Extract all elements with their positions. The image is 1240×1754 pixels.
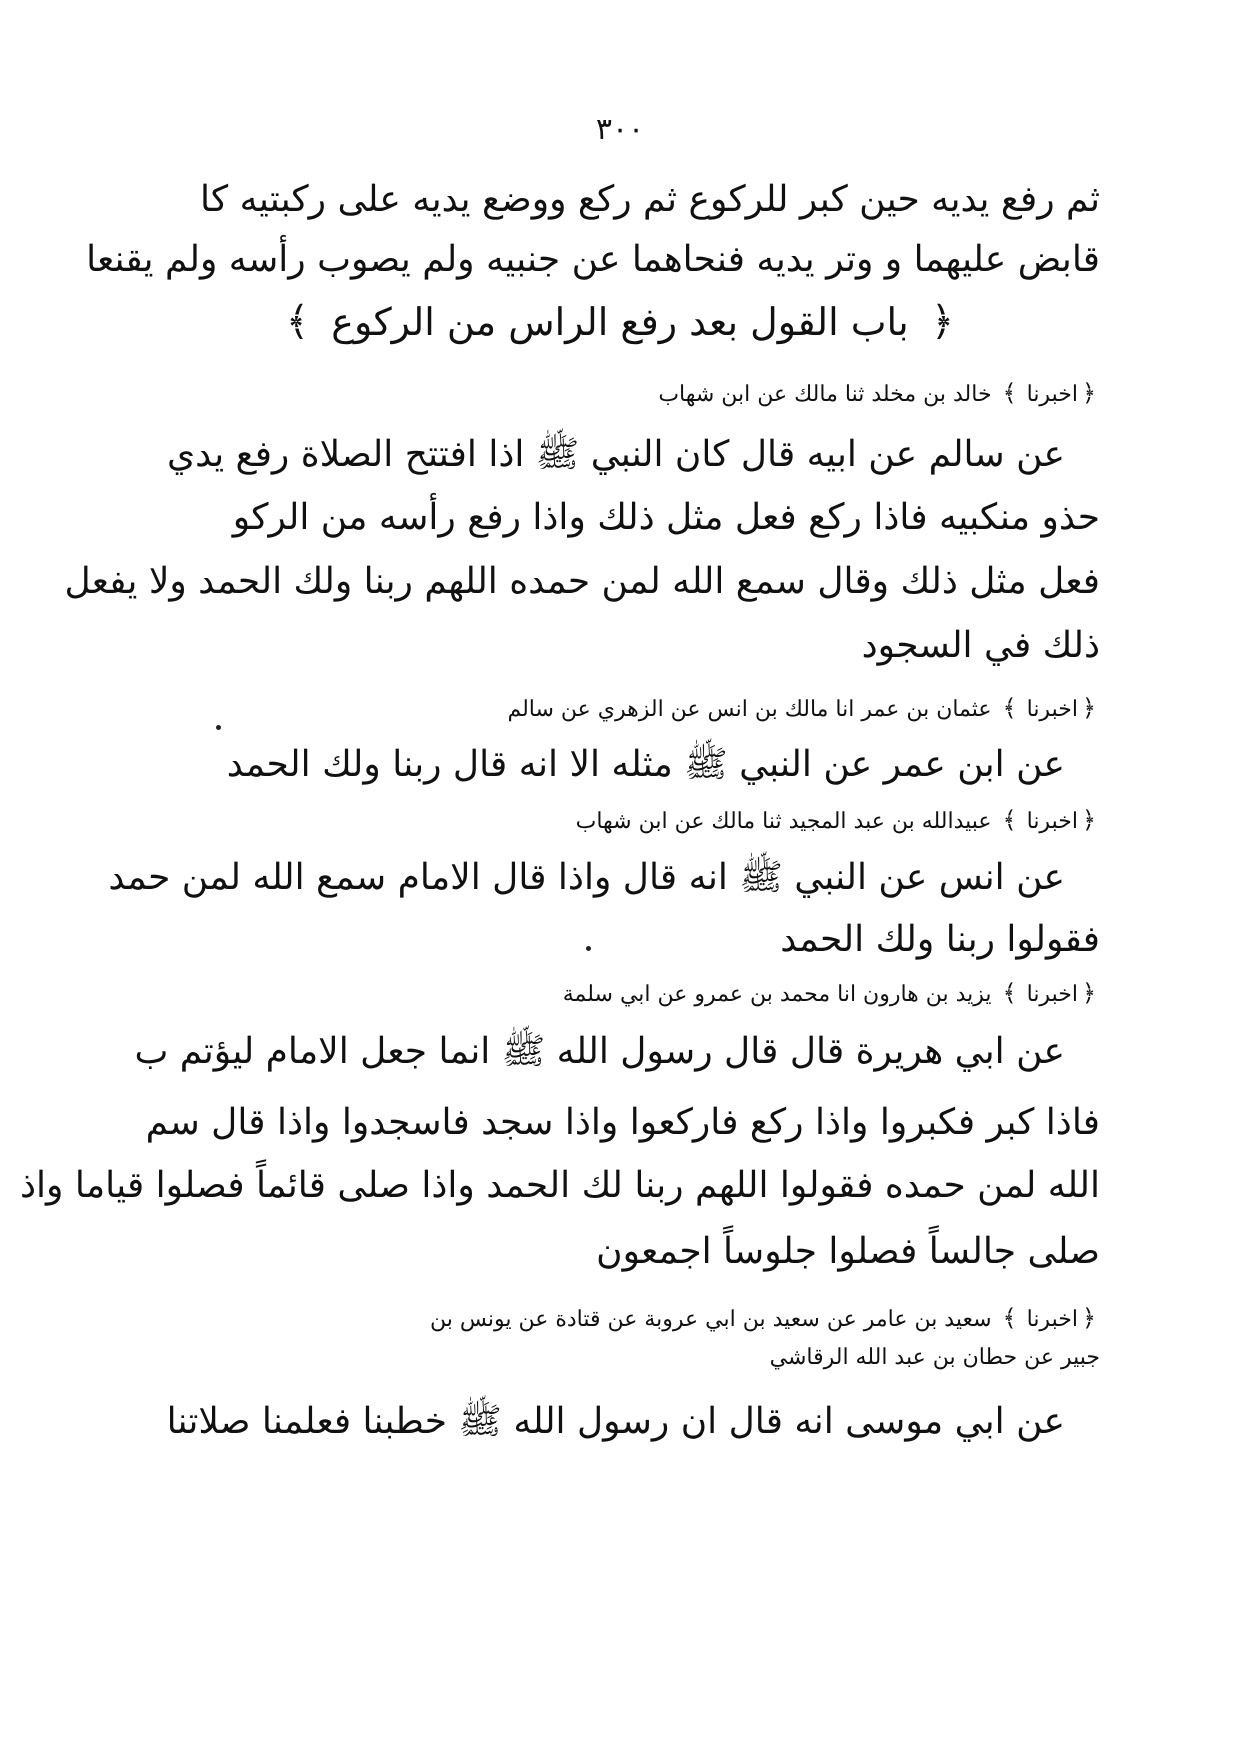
akhbarana-label: اخبرنا xyxy=(1026,382,1078,407)
akhbarana-label: اخبرنا xyxy=(1026,697,1078,722)
page-number: ٣٠٠ xyxy=(595,112,645,147)
akhbarana-label: اخبرنا xyxy=(1026,982,1078,1007)
matn-line: صلى جالساً فصلوا جلوساً اجمعون xyxy=(596,1231,1100,1272)
matn-line: عن سالم عن ابيه قال كان النبي ﷺ اذا افتتح الصلاة رفع يدي xyxy=(167,434,1065,475)
ink-dot xyxy=(586,946,591,951)
matn-line: عن ابي موسى انه قال ان رسول الله ﷺ خطبنا فعلمنا صلاتنا xyxy=(166,1401,1065,1442)
akhbarana-label: اخبرنا xyxy=(1026,809,1078,834)
matn-line: عن ابن عمر عن النبي ﷺ مثله الا انه قال ربنا ولك الحمد xyxy=(226,744,1065,785)
matn-line: عن ابي هريرة قال قال رسول الله ﷺ انما جعل الامام ليؤتم ب xyxy=(134,1031,1065,1072)
isnad-text: سعيد بن عامر عن سعيد بن ابي عروبة عن قتادة عن يونس بن xyxy=(429,1307,992,1332)
isnad-line: ﴿اخبرنا﴾ سعيد بن عامر عن سعيد بن ابي عروبة عن قتادة عن يونس بن xyxy=(429,1304,1096,1332)
ornament-close-bracket: ﴾ xyxy=(285,299,310,345)
matn-line: فقولوا ربنا ولك الحمد xyxy=(780,919,1100,960)
matn-line: ذلك في السجود xyxy=(861,625,1100,666)
isnad-line: جبير عن حطان بن عبد الله الرقاشي xyxy=(769,1345,1100,1370)
matn-line: عن انس عن النبي ﷺ انه قال واذا قال الامام سمع الله لمن حمد xyxy=(108,857,1065,898)
text-line: ثم رفع يديه حين كبر للركوع ثم ركع ووضع يديه على ركبتيه كا xyxy=(200,179,1100,220)
matn-line: الله لمن حمده فقولوا اللهم ربنا لك الحمد واذا صلى قائماً فصلوا قياما واذ xyxy=(20,1165,1100,1206)
isnad-line: ﴿اخبرنا﴾ خالد بن مخلد ثنا مالك عن ابن شهاب xyxy=(658,379,1096,407)
chapter-heading xyxy=(0,292,1240,352)
ink-dot xyxy=(216,725,221,730)
isnad-text: عثمان بن عمر انا مالك بن انس عن الزهري عن سالم xyxy=(507,697,992,722)
isnad-line: ﴿اخبرنا﴾ عثمان بن عمر انا مالك بن انس عن الزهري عن سالم xyxy=(507,694,1096,722)
akhbarana-label: اخبرنا xyxy=(1026,1307,1078,1332)
isnad-text: عبيدالله بن عبد المجيد ثنا مالك عن ابن شهاب xyxy=(575,809,992,834)
ornament-open-bracket: ﴿ xyxy=(930,299,955,345)
isnad-line: ﴿اخبرنا﴾ يزيد بن هارون انا محمد بن عمرو عن ابي سلمة xyxy=(562,979,1096,1007)
isnad-text: يزيد بن هارون انا محمد بن عمرو عن ابي سلمة xyxy=(562,982,992,1007)
matn-line: فاذا كبر فكبروا واذا ركع فاركعوا واذا سجد فاسجدوا واذا قال سم xyxy=(145,1102,1100,1143)
matn-line: حذو منكبيه فاذا ركع فعل مثل ذلك واذا رفع رأسه من الركو xyxy=(232,497,1100,538)
chapter-title: باب القول بعد رفع الراس من الركوع xyxy=(331,300,909,344)
matn-line: فعل مثل ذلك وقال سمع الله لمن حمده اللهم ربنا ولك الحمد ولا يفعل xyxy=(64,561,1100,602)
text-line: قابض عليهما و وتر يديه فنحاهما عن جنبيه ولم يصوب رأسه ولم يقنعا xyxy=(86,239,1100,280)
isnad-text: خالد بن مخلد ثنا مالك عن ابن شهاب xyxy=(658,382,992,407)
isnad-line: ﴿اخبرنا﴾ عبيدالله بن عبد المجيد ثنا مالك عن ابن شهاب xyxy=(575,806,1096,834)
